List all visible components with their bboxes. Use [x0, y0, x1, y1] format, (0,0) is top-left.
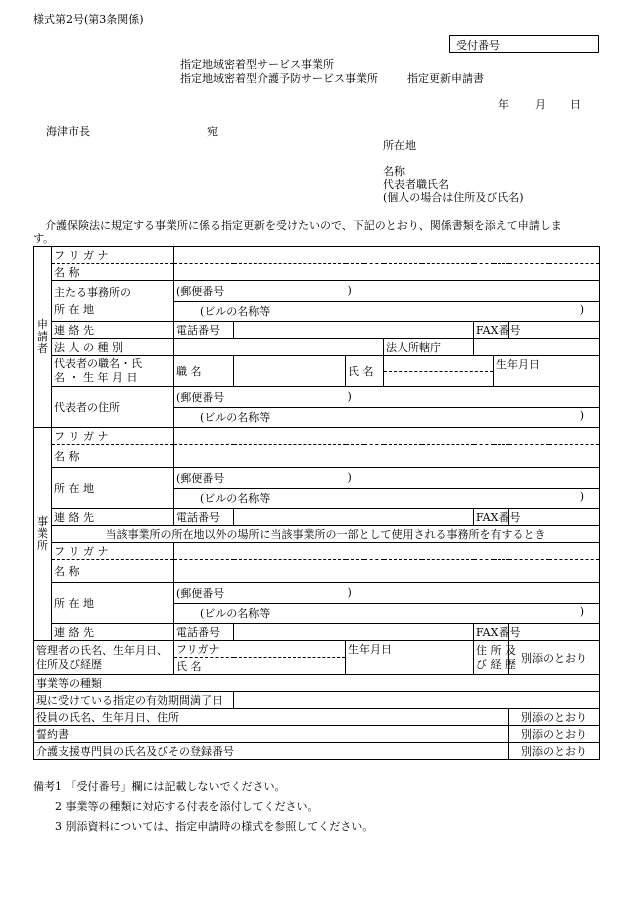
- office-label-contact: 連 絡 先: [52, 509, 174, 526]
- note-3: 3 別添資料については、指定申請時の様式を参照してください。: [55, 820, 374, 833]
- sub-office-postal-close: ): [346, 583, 600, 604]
- addressee-name: 海津市長: [46, 125, 90, 138]
- office-label-phone: 電話番号: [174, 509, 234, 526]
- office-input-furigana[interactable]: [174, 428, 600, 445]
- label-corp-office: 法人所轄庁: [384, 339, 474, 356]
- label-name: 名 称: [52, 264, 174, 281]
- pledge-as-attached: 別添のとおり: [509, 726, 600, 743]
- rep-address-postal[interactable]: (郵便番号: [174, 387, 346, 408]
- office-input-name[interactable]: [174, 445, 600, 468]
- note-2: 2 事業等の種類に対応する付表を添付してください。: [55, 800, 319, 813]
- sub-office-label-location: 所 在 地: [52, 583, 174, 624]
- date-year: 年: [498, 98, 509, 111]
- addressee-honorific: 宛: [207, 125, 218, 138]
- sub-office-label-furigana: フ リ ガ ナ: [52, 543, 174, 560]
- office-building[interactable]: (ビルの名称等 ): [174, 488, 600, 509]
- main-office-building[interactable]: (ビルの名称等 ): [174, 301, 600, 322]
- rep-address-postal-close: ): [346, 387, 600, 408]
- title-line-2: 指定地域密着型介護予防サービス事業所: [180, 72, 378, 85]
- applicant-rep-label: 代表者職氏名: [383, 178, 449, 191]
- main-office-postal[interactable]: (郵便番号: [174, 281, 346, 302]
- date-month: 月: [535, 98, 546, 111]
- sub-office-label-fax: FAX番号: [474, 624, 509, 641]
- form-number-label: 様式第2号(第3条関係): [33, 13, 144, 26]
- label-contact: 連 絡 先: [52, 322, 174, 339]
- office-label-location: 所 在 地: [52, 468, 174, 509]
- label-birthdate: 生年月日: [494, 356, 600, 387]
- office-postal-close: ): [346, 468, 600, 489]
- label-care-managers: 介護支援専門員の氏名及びその登録番号: [34, 743, 509, 760]
- sub-office-input-phone[interactable]: [234, 624, 474, 641]
- title-suffix: 指定更新申請書: [407, 72, 484, 85]
- sub-office-label-name: 名 称: [52, 560, 174, 583]
- label-pledge: 誓約書: [34, 726, 509, 743]
- label-manager-name: 氏 名: [174, 658, 346, 675]
- input-fax[interactable]: [509, 322, 600, 339]
- intro-text: 介護保険法に規定する事業所に係る指定更新を受けたいので、下記のとおり、関係書類を添えて申請しま: [45, 219, 562, 232]
- date-day: 日: [570, 98, 581, 111]
- sub-office-label-contact: 連 絡 先: [52, 624, 174, 641]
- label-title: 職 名: [174, 356, 234, 387]
- application-table: [33, 246, 600, 760]
- label-validity: 現に受けている指定の有効期間満了日: [34, 692, 234, 709]
- office-label-fax: FAX番号: [474, 509, 509, 526]
- label-fax: FAX番号: [474, 322, 509, 339]
- label-manager-furigana: フリガナ: [174, 641, 346, 658]
- input-phone[interactable]: [234, 322, 474, 339]
- applicant-individual-note: (個人の場合は住所及び氏名): [383, 191, 524, 204]
- sub-office-input-fax[interactable]: [509, 624, 600, 641]
- notes: [33, 777, 373, 837]
- sub-office-input-furigana[interactable]: [174, 543, 600, 560]
- input-validity[interactable]: [234, 692, 600, 709]
- input-title[interactable]: [234, 356, 346, 387]
- sub-office-heading: 当該事業所の所在地以外の場所に当該事業所の一部として使用される事務所を有するとき: [52, 526, 600, 543]
- office-label-name: 名 称: [52, 445, 174, 468]
- label-rep-address: 代表者の住所: [52, 387, 174, 428]
- input-name[interactable]: [174, 264, 600, 281]
- rep-address-building[interactable]: (ビルの名称等 ): [174, 407, 600, 428]
- sub-office-postal[interactable]: (郵便番号: [174, 583, 346, 604]
- label-manager: 管理者の氏名、生年月日、 住所及び経歴: [34, 641, 174, 675]
- label-business-type: 事業等の種類: [34, 675, 600, 692]
- label-manager-birthdate: 生年月日: [346, 641, 474, 675]
- office-input-phone[interactable]: [234, 509, 474, 526]
- input-furigana[interactable]: [174, 247, 600, 264]
- label-person-name: 氏 名: [346, 356, 384, 387]
- section-applicant: 申請者: [34, 247, 52, 428]
- applicant-name-label: 名称: [383, 165, 405, 178]
- title-line-1: 指定地域密着型サービス事業所: [180, 58, 334, 71]
- applicant-address-label: 所在地: [383, 139, 416, 152]
- manager-as-attached: 別添のとおり: [509, 641, 600, 675]
- care-managers-as-attached: 別添のとおり: [509, 743, 600, 760]
- label-address-career: 住 所 及 び 経 歴: [474, 641, 509, 675]
- input-corp-type[interactable]: [174, 339, 384, 356]
- office-label-furigana: フ リ ガ ナ: [52, 428, 174, 445]
- label-rep-title: 代表者の職名・氏 名 ・ 生 年 月 日: [52, 356, 174, 387]
- officers-as-attached: 別添のとおり: [509, 709, 600, 726]
- label-corp-type: 法 人 の 種 別: [52, 339, 174, 356]
- input-corp-office[interactable]: [474, 339, 600, 356]
- sub-office-building[interactable]: (ビルの名称等 ): [174, 603, 600, 624]
- intro-text-cont: す。: [33, 232, 55, 245]
- sub-office-input-name[interactable]: [174, 560, 600, 583]
- note-1: 備考1 「受付番号」欄には記載しないでください。: [33, 780, 286, 793]
- input-person-name[interactable]: [384, 356, 494, 387]
- main-office-postal-close: ): [346, 281, 600, 302]
- section-office: 事業所: [34, 428, 52, 641]
- receipt-number-box[interactable]: [449, 35, 599, 53]
- label-phone: 電話番号: [174, 322, 234, 339]
- label-main-office: 主たる事務所の 所 在 地: [52, 281, 174, 322]
- label-officers: 役員の氏名、生年月日、住所: [34, 709, 509, 726]
- sub-office-label-phone: 電話番号: [174, 624, 234, 641]
- office-input-fax[interactable]: [509, 509, 600, 526]
- receipt-number-label: 受付番号: [456, 39, 500, 52]
- office-postal[interactable]: (郵便番号: [174, 468, 346, 489]
- label-furigana: フ リ ガ ナ: [52, 247, 174, 264]
